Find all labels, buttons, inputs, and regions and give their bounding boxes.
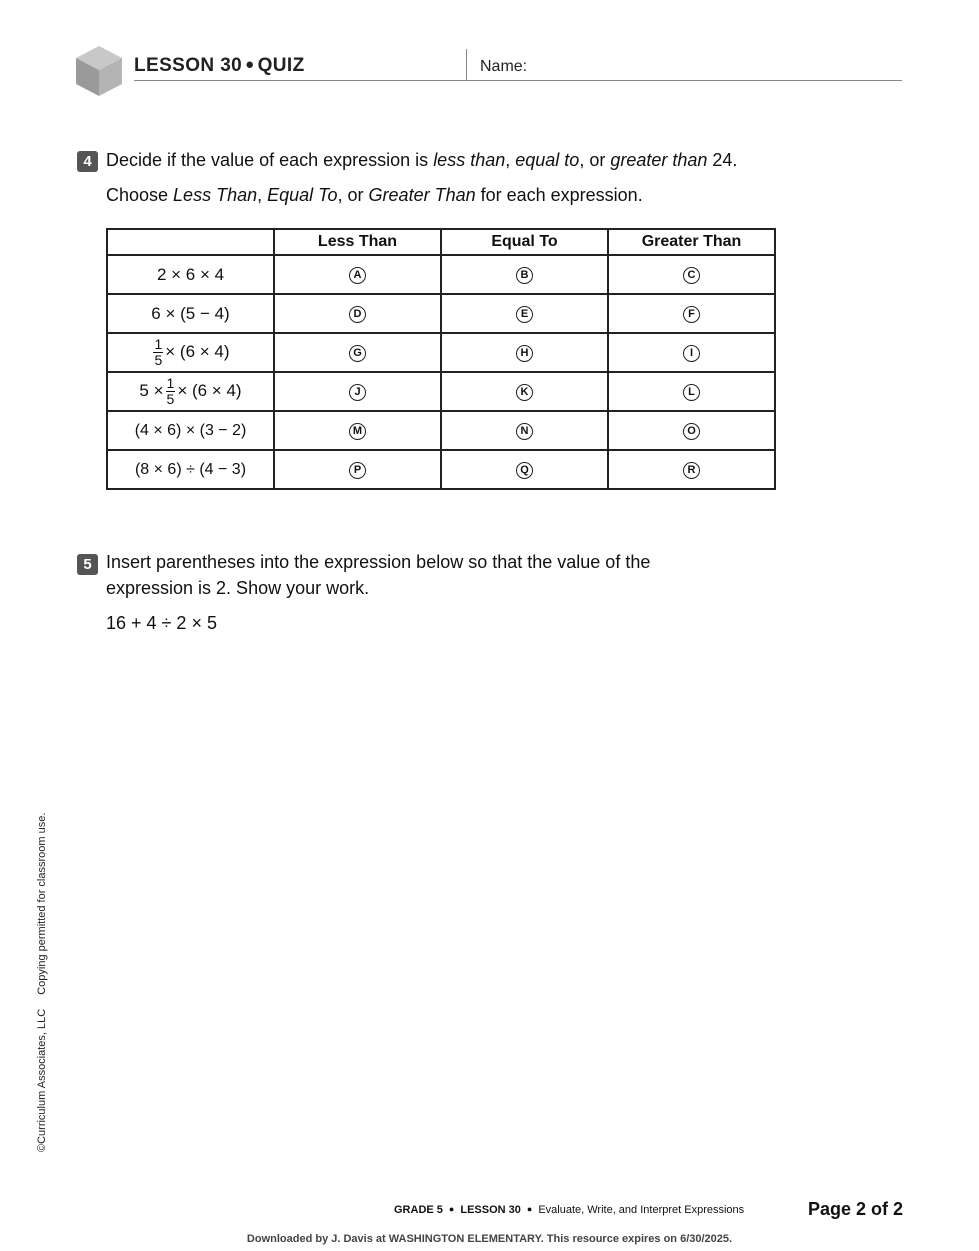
- lesson-header: [74, 44, 902, 100]
- choice-cell[interactable]: [441, 294, 608, 333]
- table-row: [107, 411, 775, 450]
- choice-cell[interactable]: [608, 294, 775, 333]
- fraction: $\frac{1}{5}$: [166, 375, 175, 407]
- answer-grid: [106, 228, 776, 490]
- choice-cell[interactable]: [441, 372, 608, 411]
- answer-bubble[interactable]: F: [683, 306, 700, 323]
- choice-cell[interactable]: [441, 411, 608, 450]
- question-5-prompt-line-2: expression is 2. Show your work.: [106, 578, 370, 598]
- question-5-prompt-line-1: Insert parentheses into the expression below so that the value of the: [106, 552, 651, 572]
- footer-lesson: LESSON 30: [460, 1204, 521, 1216]
- table-row: [107, 372, 775, 411]
- row-expression: 5 × $\frac{1}{5}$ × (6 × 4): [107, 372, 274, 411]
- answer-bubble[interactable]: R: [683, 462, 700, 479]
- answer-bubble[interactable]: L: [683, 384, 700, 401]
- bullet-dot-icon: ●: [526, 1204, 533, 1214]
- answer-bubble[interactable]: H: [516, 345, 533, 362]
- answer-bubble[interactable]: J: [349, 384, 366, 401]
- answer-bubble[interactable]: B: [516, 267, 533, 284]
- bullet-dot-icon: ●: [448, 1204, 455, 1214]
- grid-header-row: [107, 229, 775, 255]
- question-4-number: 4: [77, 151, 98, 172]
- row-expression: $\frac{1}{5}$ × (6 × 4): [107, 333, 274, 372]
- answer-bubble[interactable]: I: [683, 345, 700, 362]
- header-rule: [134, 80, 902, 81]
- quiz-label: QUIZ: [257, 55, 305, 76]
- table-row: [107, 255, 775, 294]
- name-field-label: Name:: [480, 58, 528, 75]
- question-5-number: 5: [77, 554, 98, 575]
- choice-cell[interactable]: [274, 333, 441, 372]
- footer-meta: [394, 1204, 744, 1216]
- choice-cell[interactable]: [441, 255, 608, 294]
- choice-cell[interactable]: [441, 450, 608, 489]
- answer-bubble[interactable]: C: [683, 267, 700, 284]
- answer-bubble[interactable]: Q: [516, 462, 533, 479]
- fraction: $\frac{1}{5}$: [154, 336, 163, 368]
- permission-text: Copying permitted for classroom use.: [36, 812, 48, 995]
- answer-bubble[interactable]: D: [349, 306, 366, 323]
- row-expression: 6 × (5 − 4): [107, 294, 274, 333]
- choice-cell[interactable]: [441, 333, 608, 372]
- lesson-title: [134, 55, 305, 77]
- bullet-dot-icon: ●: [245, 56, 255, 73]
- choice-cell[interactable]: [274, 255, 441, 294]
- question-5-expression: 16 + 4 ÷ 2 × 5: [106, 613, 217, 633]
- download-note: Downloaded by J. Davis at WASHINGTON ELEMENTARY. This resource expires on 6/30/2025.: [246, 1233, 733, 1245]
- lesson-label: LESSON 30: [134, 55, 243, 76]
- choice-cell[interactable]: [608, 450, 775, 489]
- grid-header-less-than: Less Than: [274, 229, 441, 255]
- question-4-prompt: Decide if the value of each expression is less than, equal to, or greater than 24.: [106, 150, 738, 170]
- choice-cell[interactable]: [274, 411, 441, 450]
- copyright-side-note: [36, 792, 48, 1152]
- grid-header-equal-to: Equal To: [441, 229, 608, 255]
- answer-bubble[interactable]: M: [349, 423, 366, 440]
- answer-bubble[interactable]: E: [516, 306, 533, 323]
- choice-cell[interactable]: [274, 294, 441, 333]
- question-4-instruction: Choose Less Than, Equal To, or Greater Than for each expression.: [106, 185, 643, 205]
- row-expression: 2 × 6 × 4: [107, 255, 274, 294]
- answer-bubble[interactable]: P: [349, 462, 366, 479]
- grid-header-greater-than: Greater Than: [608, 229, 775, 255]
- answer-bubble[interactable]: N: [516, 423, 533, 440]
- answer-bubble[interactable]: G: [349, 345, 366, 362]
- choice-cell[interactable]: [608, 411, 775, 450]
- answer-bubble[interactable]: K: [516, 384, 533, 401]
- answer-bubble[interactable]: A: [349, 267, 366, 284]
- footer-grade: GRADE 5: [394, 1204, 443, 1216]
- grid-header-blank: [107, 229, 274, 255]
- choice-cell[interactable]: [608, 372, 775, 411]
- choice-cell[interactable]: [274, 450, 441, 489]
- choice-cell[interactable]: [274, 372, 441, 411]
- page-number: Page 2 of 2: [808, 1199, 904, 1219]
- cube-logo-icon: [74, 44, 124, 98]
- choice-cell[interactable]: [608, 333, 775, 372]
- footer-topic: Evaluate, Write, and Interpret Expressions: [538, 1204, 745, 1216]
- table-row: [107, 294, 775, 333]
- row-expression: (4 × 6) × (3 − 2): [107, 411, 274, 450]
- choice-cell[interactable]: [608, 255, 775, 294]
- table-row: [107, 450, 775, 489]
- table-row: [107, 333, 775, 372]
- header-divider: [466, 49, 467, 81]
- row-expression: (8 × 6) ÷ (4 − 3): [107, 450, 274, 489]
- copyright-text: ©Curriculum Associates, LLC: [36, 1008, 48, 1152]
- answer-bubble[interactable]: O: [683, 423, 700, 440]
